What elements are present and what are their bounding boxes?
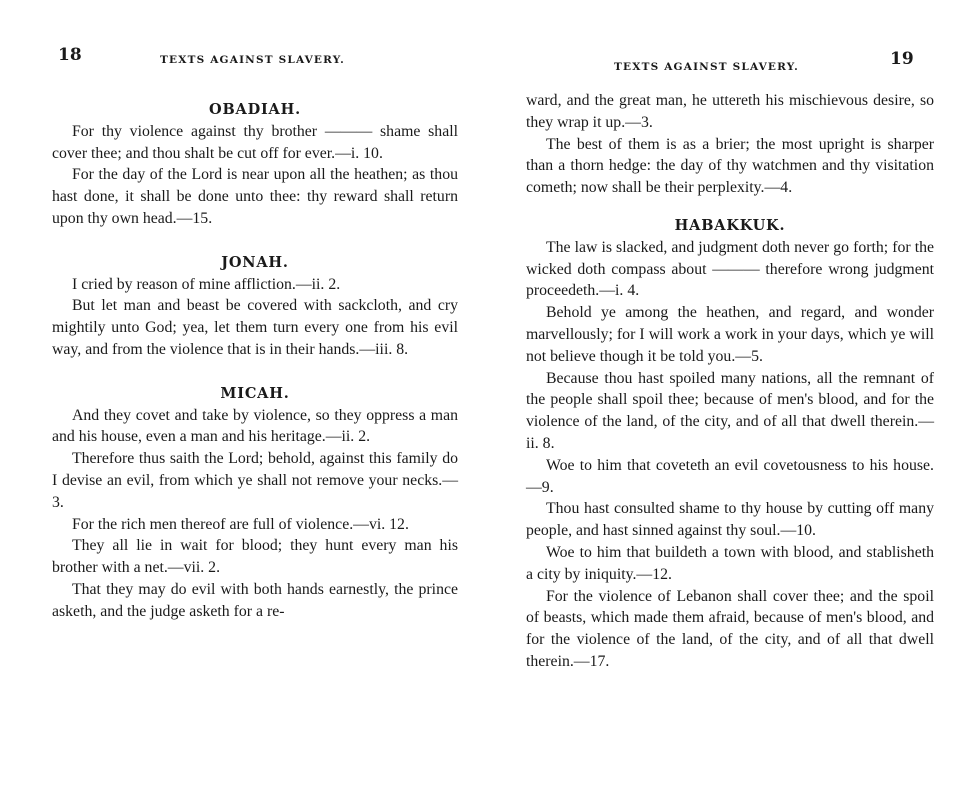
section-heading-micah: MICAH. xyxy=(220,384,290,402)
spacer xyxy=(52,230,458,252)
verse-paragraph: They all lie in wait for blood; they hunt every man his brother with a net.—vii. 2. xyxy=(52,537,458,577)
verse-paragraph: Woe to him that coveteth an evil covetousness to his house.—9. xyxy=(526,456,934,496)
running-head: TEXTS AGAINST SLAVERY. xyxy=(160,54,345,66)
verse-paragraph: Thou hast consulted shame to thy house by cutting off many people, and hast sinned against thy soul.—10. xyxy=(526,500,934,540)
verse-paragraph: Behold ye among the heathen, and regard, and wonder marvellously; for I will work a work in your days, which ye will not believe though it be told you.—5. xyxy=(526,304,934,365)
section-heading-obadiah: OBADIAH. xyxy=(209,101,301,118)
section-heading-jonah: JONAH. xyxy=(221,253,289,271)
verse-paragraph: The best of them is as a brier; the most upright is sharper than a thorn hedge: the day of thy watchmen and thy visitation cometh; now shall be their perplexity.—4. xyxy=(526,135,934,197)
section-heading-habakkuk: HABAKKUK. xyxy=(674,216,786,234)
verse-paragraph: Woe to him that buildeth a town with blood, and stablisheth a city by iniquity.—12. xyxy=(526,543,934,583)
verse-paragraph: And they covet and take by violence, so they oppress a man and his house, even a man and his heritage.—ii. 2. xyxy=(52,406,458,446)
verse-paragraph: The law is slacked, and judgment doth never go forth; for the wicked doth compass about ——— therefore wrong judgment proceedeth.—i. 4. xyxy=(526,238,934,300)
verse-paragraph: Because thou hast spoiled many nations, all the remnant of the people shall spoil thee; because of men's blood, and for the violence of the land, of the city, and of all that dwell therein.—ii. 8. xyxy=(526,369,934,452)
verse-paragraph: But let man and beast be covered with sackcloth, and cry mightily unto God; yea, let them turn every one from his evil way, and from the violence that is in their hands.—iii. 8. xyxy=(52,297,458,358)
verse-paragraph: For the violence of Lebanon shall cover thee; and the spoil of beasts, which made them afraid, because of men's blood, and for the violence of the land, of the city, and of all that dwell therein.—17. xyxy=(526,587,934,670)
continued-paragraph: ward, and the great man, he uttereth his mischievous desire, so they wrap it up.—3. xyxy=(526,92,934,131)
spacer xyxy=(52,361,458,383)
verse-paragraph: That they may do evil with both hands earnestly, the prince asketh, and the judge asketh for a re- xyxy=(52,580,458,620)
verse-paragraph: Therefore thus saith the Lord; behold, against this family do I devise an evil, from which ye shall not remove your necks.—3. xyxy=(52,450,458,511)
verse-paragraph: I cried by reason of mine affliction.—ii. 2. xyxy=(72,275,341,293)
running-head: TEXTS AGAINST SLAVERY. xyxy=(614,61,799,73)
page-number: 18 xyxy=(58,45,82,65)
verse-paragraph: For the day of the Lord is near upon all the heathen; as thou hast done, it shall be done unto thee: thy reward shall return upon thy own head.—15. xyxy=(52,166,458,227)
verse-paragraph: For the rich men thereof are full of violence.—vi. 12. xyxy=(72,515,409,533)
right-page xyxy=(490,0,980,788)
spacer xyxy=(526,199,934,215)
page-number: 19 xyxy=(890,49,914,69)
verse-paragraph: For thy violence against thy brother ——— shame shall cover thee; and thou shalt be cut off for ever.—i. 10. xyxy=(52,122,458,162)
page-body xyxy=(52,99,458,623)
page-body xyxy=(526,90,934,673)
